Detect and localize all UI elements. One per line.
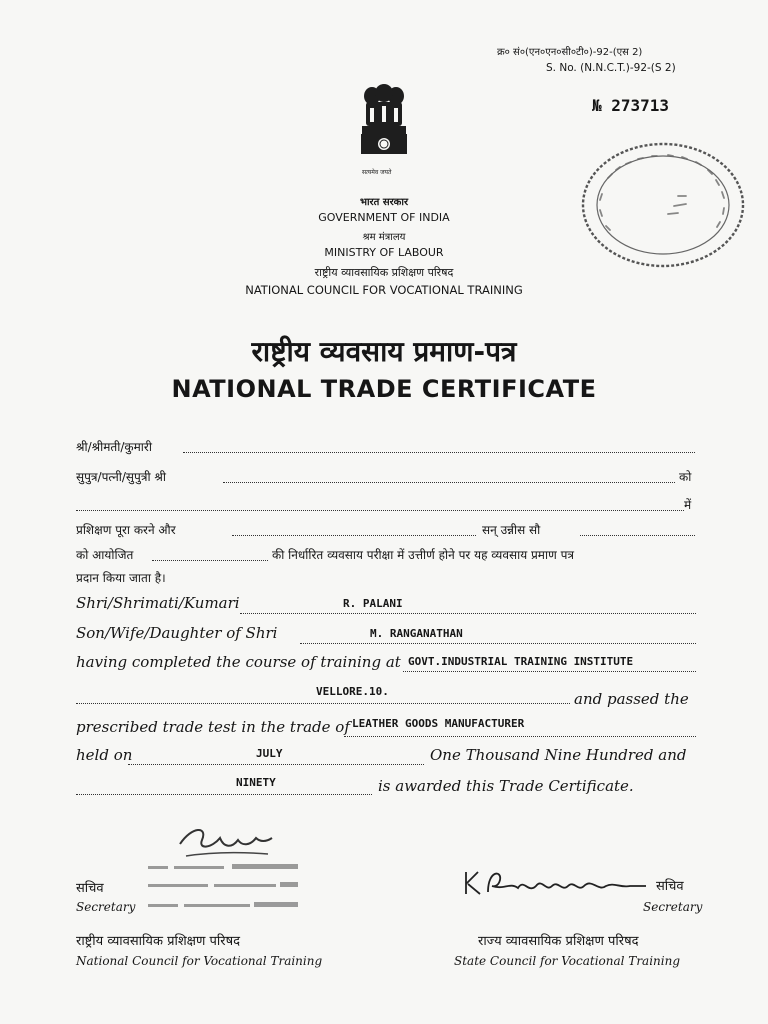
right-sachiv: सचिव [656, 879, 684, 894]
hindi-name-label: श्री/श्रीमती/कुमारी [76, 440, 152, 454]
institute-location: VELLORE.10. [316, 685, 389, 698]
title-english: NATIONAL TRADE CERTIFICATE [171, 375, 597, 403]
hindi-held-label: को आयोजित [76, 548, 134, 562]
course-label: having completed the course of training at [76, 653, 401, 671]
title-hindi: राष्ट्रीय व्यवसाय प्रमाण-पत्र [251, 335, 517, 368]
hindi-institute-end: में [684, 498, 692, 512]
held-label: held on [76, 746, 133, 764]
name-line [240, 613, 696, 614]
year-line [76, 794, 372, 795]
national-emblem [358, 84, 410, 168]
left-office-stamp [142, 860, 302, 930]
certificate-number: № 273713 [592, 96, 670, 115]
month-line [128, 764, 424, 765]
left-sachiv: सचिव [76, 881, 104, 896]
serial-number-english: S. No. (N.N.C.T.)-92-(S 2) [546, 62, 676, 74]
right-council-english: State Council for Vocational Training [454, 954, 681, 968]
exam-year: NINETY [236, 776, 276, 789]
hindi-name-line [183, 452, 695, 453]
council-seal-stamp [578, 140, 748, 270]
hindi-training-label: प्रशिक्षण पूरा करने और [76, 523, 176, 537]
hindi-relation-end: को [679, 470, 692, 484]
ministry-hindi: श्रम मंत्रालय [362, 232, 406, 243]
year-prefix: One Thousand Nine Hundred and [430, 746, 687, 764]
council-english: NATIONAL COUNCIL FOR VOCATIONAL TRAINING [245, 283, 523, 297]
council-hindi: राष्ट्रीय व्यावसायिक प्रशिक्षण परिषद [314, 266, 454, 279]
institute-name: GOVT.INDUSTRIAL TRAINING INSTITUTE [408, 655, 634, 668]
serial-number-hindi: क्र० सं०(एन०एन०सी०टी०)-92-(एस 2) [497, 47, 643, 58]
emblem-motto: सत्यमेव जयते [362, 169, 392, 176]
government-english: GOVERNMENT OF INDIA [318, 211, 450, 224]
relation-line [300, 643, 696, 644]
left-council-english: National Council for Vocational Training [76, 954, 323, 968]
right-signature [462, 864, 652, 904]
left-secretary: Secretary [76, 900, 136, 914]
right-council-hindi: राज्य व्यावसायिक प्रशिक्षण परिषद [478, 934, 639, 949]
trade-label: prescribed trade test in the trade of [76, 718, 350, 736]
ministry-english: MINISTRY OF LABOUR [324, 246, 444, 259]
passed-label: and passed the [574, 690, 689, 708]
right-secretary: Secretary [643, 900, 703, 914]
hindi-award-text-end: प्रदान किया जाता है। [76, 571, 166, 585]
hindi-trade-line [232, 535, 476, 536]
left-council-hindi: राष्ट्रीय व्यावसायिक प्रशिक्षण परिषद [76, 934, 241, 949]
exam-month: JULY [256, 747, 283, 760]
institute-line [403, 671, 696, 672]
hindi-year-label: सन् उन्नीस सौ [482, 523, 541, 537]
hindi-institute-line [76, 510, 684, 511]
name-label: Shri/Shrimati/Kumari [76, 594, 240, 612]
government-hindi: भारत सरकार [359, 197, 409, 208]
institute-location-line [76, 703, 570, 704]
relation-label: Son/Wife/Daughter of Shri [76, 624, 278, 642]
hindi-relation-label: सुपुत्र/पत्नी/सुपुत्री श्री [76, 470, 166, 484]
recipient-name: R. PALANI [343, 597, 403, 610]
hindi-relation-line [223, 482, 675, 483]
parent-name: M. RANGANATHAN [370, 627, 463, 640]
award-text: is awarded this Trade Certificate. [378, 777, 634, 795]
hindi-held-line [152, 560, 268, 561]
hindi-year-line [580, 535, 695, 536]
trade-line [344, 736, 696, 737]
trade-name: LEATHER GOODS MANUFACTURER [352, 717, 525, 730]
hindi-award-text: की निर्धारित व्यवसाय परीक्षा में उत्तीर्ण होने पर यह व्यवसाय प्रमाण पत्र [272, 548, 575, 562]
